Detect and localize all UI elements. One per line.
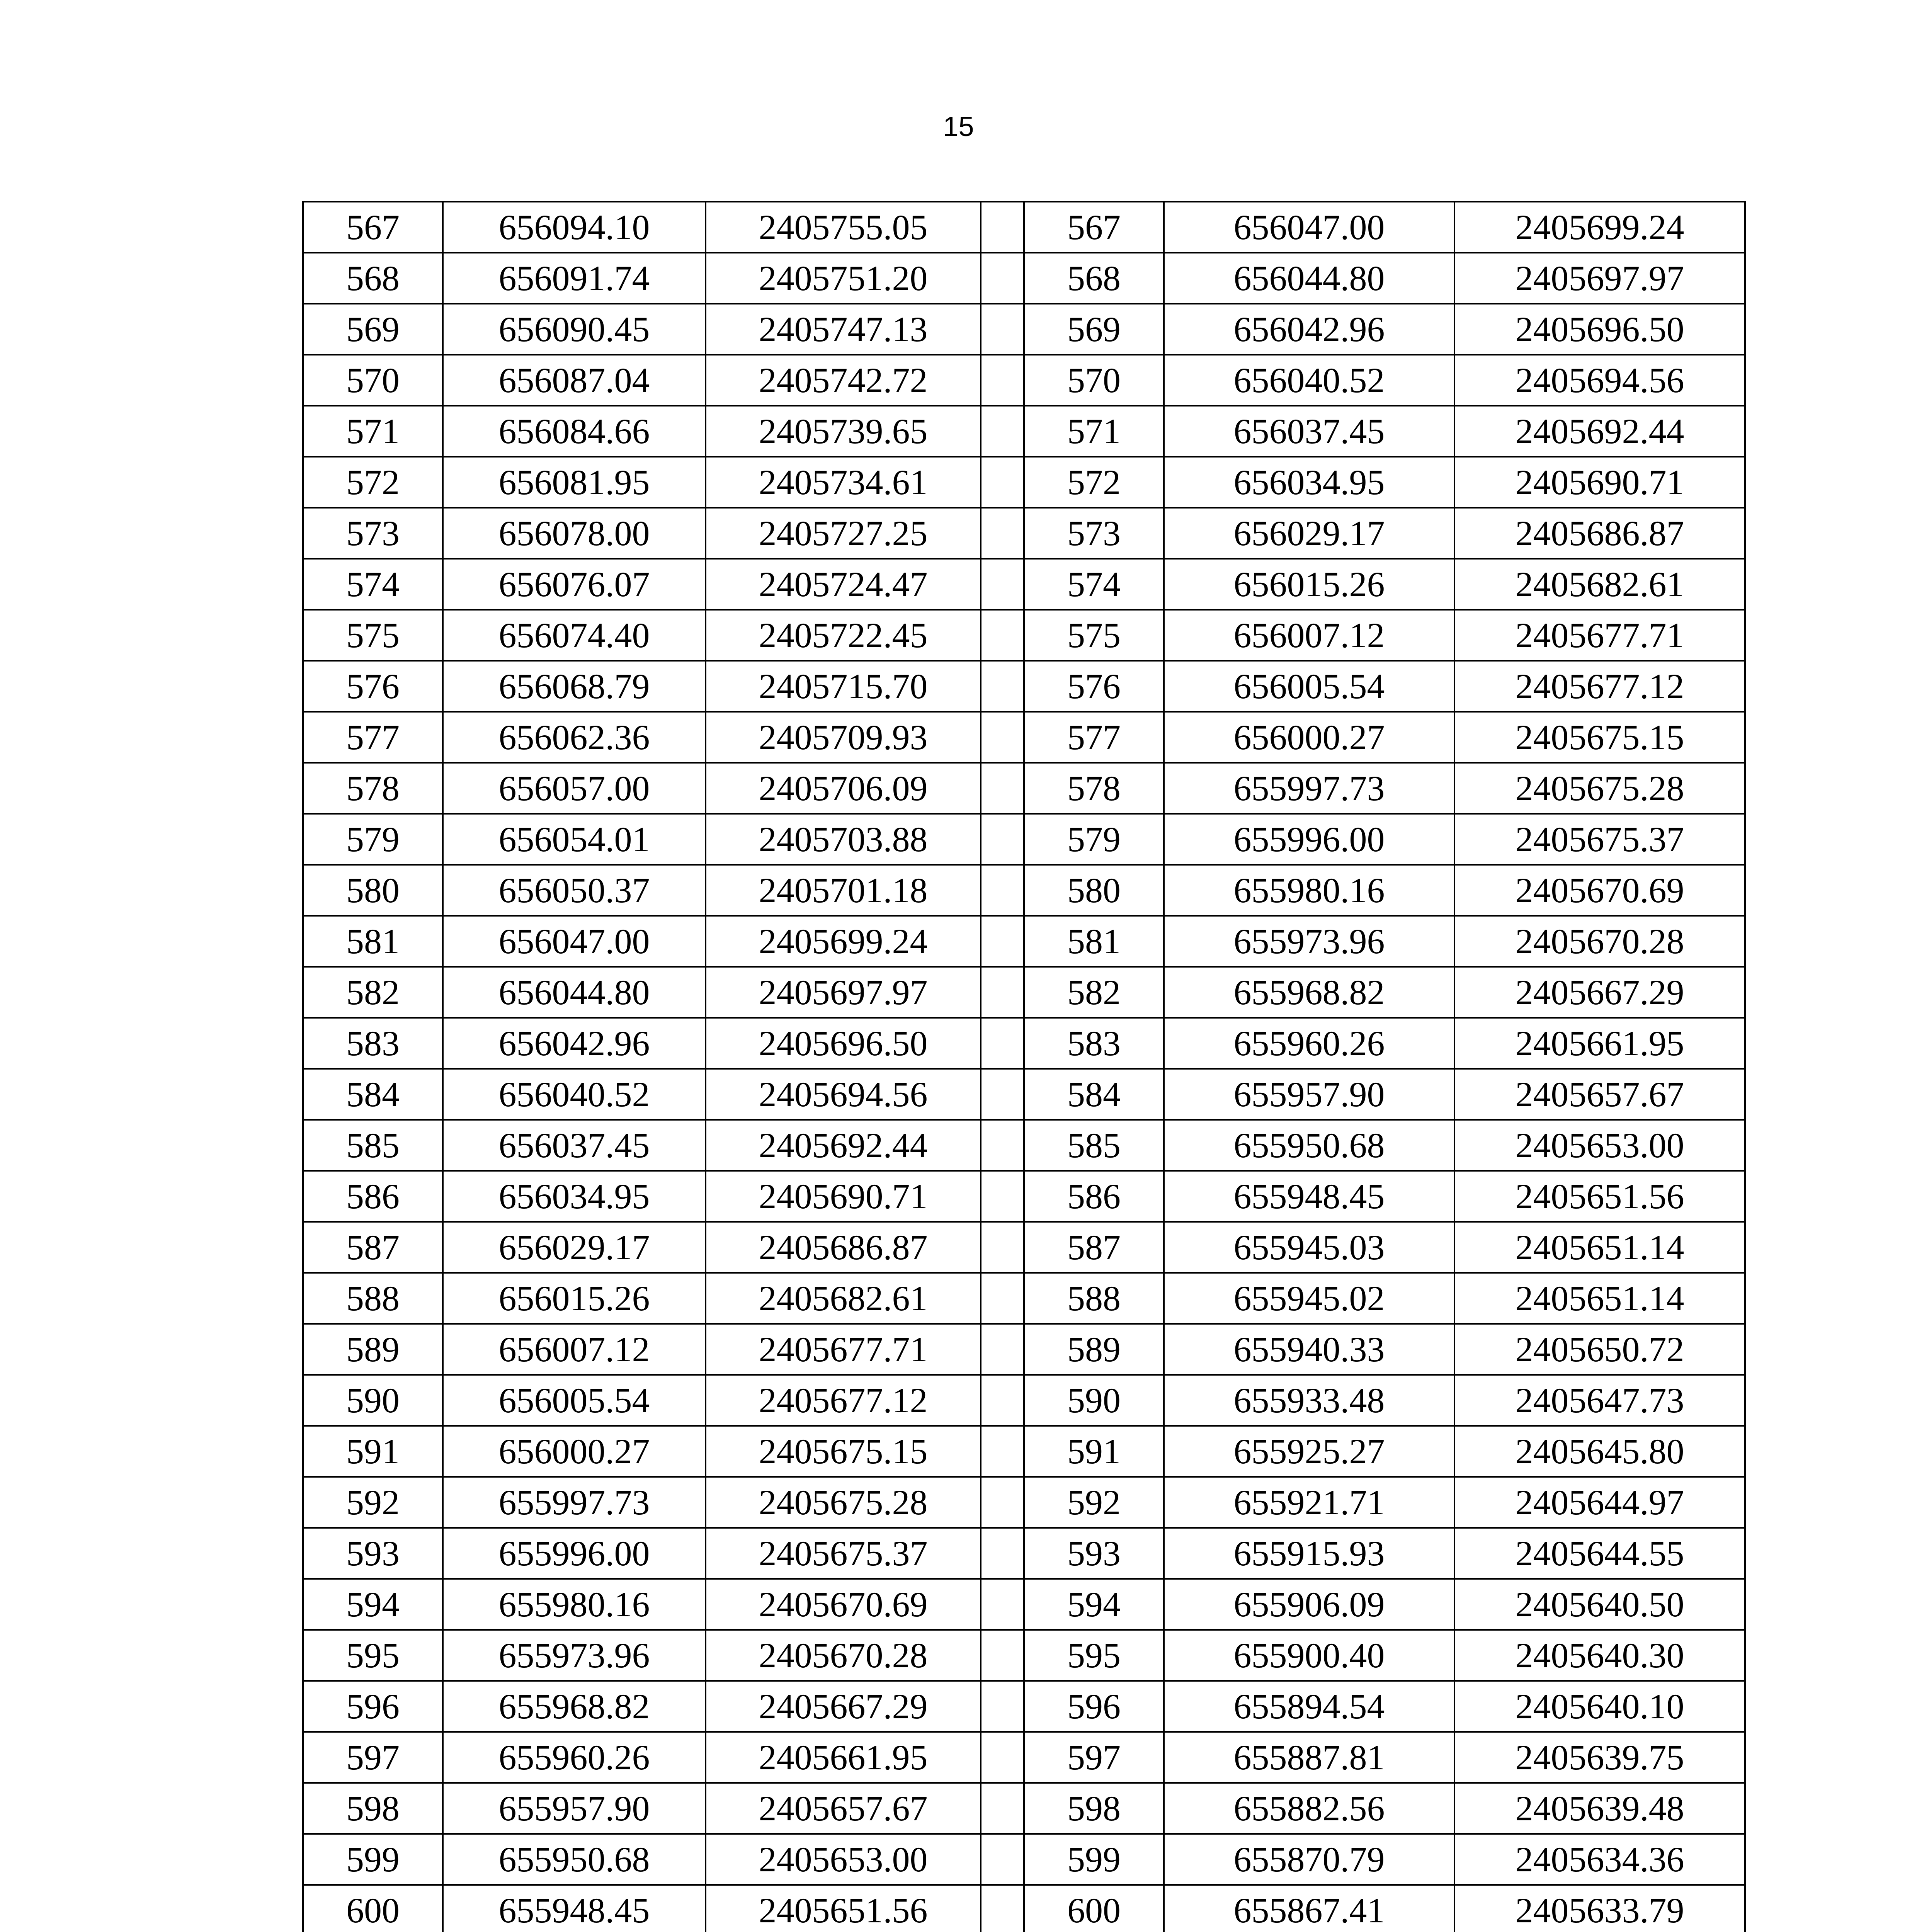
spacer-cell	[981, 406, 1024, 457]
page-number: 15	[943, 111, 974, 142]
right-point-id-cell: 579	[1024, 814, 1164, 865]
left-point-id-cell: 567	[303, 202, 443, 253]
spacer-cell	[981, 355, 1024, 406]
spacer-cell	[981, 1834, 1024, 1885]
right-x-cell: 656034.95	[1164, 457, 1454, 508]
spacer-cell	[981, 1273, 1024, 1324]
left-x-cell: 655997.73	[443, 1477, 706, 1528]
table-row	[303, 457, 1745, 508]
right-point-id-cell: 599	[1024, 1834, 1164, 1885]
spacer-cell	[981, 1171, 1024, 1222]
spacer-cell	[981, 1783, 1024, 1834]
right-y-cell: 2405686.87	[1454, 508, 1745, 559]
right-y-cell: 2405677.71	[1454, 610, 1745, 661]
left-x-cell: 656090.45	[443, 304, 706, 355]
spacer-cell	[981, 763, 1024, 814]
right-y-cell: 2405692.44	[1454, 406, 1745, 457]
left-y-cell: 2405677.71	[706, 1324, 981, 1375]
right-y-cell: 2405639.48	[1454, 1783, 1745, 1834]
table-row	[303, 814, 1745, 865]
spacer-cell	[981, 457, 1024, 508]
left-point-id-cell: 579	[303, 814, 443, 865]
right-point-id-cell: 583	[1024, 1018, 1164, 1069]
right-x-cell: 655887.81	[1164, 1732, 1454, 1783]
left-y-cell: 2405739.65	[706, 406, 981, 457]
table-row	[303, 1273, 1745, 1324]
right-x-cell: 656005.54	[1164, 661, 1454, 712]
right-point-id-cell: 591	[1024, 1426, 1164, 1477]
left-y-cell: 2405657.67	[706, 1783, 981, 1834]
left-x-cell: 656084.66	[443, 406, 706, 457]
spacer-cell	[981, 1069, 1024, 1120]
spacer-cell	[981, 916, 1024, 967]
left-x-cell: 656047.00	[443, 916, 706, 967]
left-x-cell: 656029.17	[443, 1222, 706, 1273]
right-point-id-cell: 572	[1024, 457, 1164, 508]
spacer-cell	[981, 1324, 1024, 1375]
right-y-cell: 2405682.61	[1454, 559, 1745, 610]
right-y-cell: 2405633.79	[1454, 1885, 1745, 1932]
table-row	[303, 1222, 1745, 1273]
table-row	[303, 712, 1745, 763]
left-x-cell: 656007.12	[443, 1324, 706, 1375]
left-x-cell: 656081.95	[443, 457, 706, 508]
right-y-cell: 2405670.28	[1454, 916, 1745, 967]
table-row	[303, 1528, 1745, 1579]
left-x-cell: 656094.10	[443, 202, 706, 253]
table-row	[303, 1426, 1745, 1477]
left-x-cell: 656050.37	[443, 865, 706, 916]
right-x-cell: 655973.96	[1164, 916, 1454, 967]
left-point-id-cell: 587	[303, 1222, 443, 1273]
left-y-cell: 2405667.29	[706, 1681, 981, 1732]
left-y-cell: 2405696.50	[706, 1018, 981, 1069]
right-y-cell: 2405645.80	[1454, 1426, 1745, 1477]
left-point-id-cell: 588	[303, 1273, 443, 1324]
spacer-cell	[981, 1630, 1024, 1681]
left-x-cell: 656074.40	[443, 610, 706, 661]
left-x-cell: 655980.16	[443, 1579, 706, 1630]
table-row	[303, 1732, 1745, 1783]
right-x-cell: 655915.93	[1164, 1528, 1454, 1579]
right-x-cell: 655960.26	[1164, 1018, 1454, 1069]
table-row	[303, 916, 1745, 967]
left-point-id-cell: 580	[303, 865, 443, 916]
left-y-cell: 2405653.00	[706, 1834, 981, 1885]
table-row	[303, 610, 1745, 661]
right-x-cell: 656029.17	[1164, 508, 1454, 559]
right-y-cell: 2405675.37	[1454, 814, 1745, 865]
left-y-cell: 2405682.61	[706, 1273, 981, 1324]
right-y-cell: 2405651.14	[1454, 1273, 1745, 1324]
left-x-cell: 656037.45	[443, 1120, 706, 1171]
left-y-cell: 2405675.28	[706, 1477, 981, 1528]
left-x-cell: 655968.82	[443, 1681, 706, 1732]
right-x-cell: 655870.79	[1164, 1834, 1454, 1885]
left-x-cell: 656034.95	[443, 1171, 706, 1222]
right-point-id-cell: 574	[1024, 559, 1164, 610]
left-x-cell: 656057.00	[443, 763, 706, 814]
spacer-cell	[981, 202, 1024, 253]
right-x-cell: 655921.71	[1164, 1477, 1454, 1528]
left-x-cell: 655996.00	[443, 1528, 706, 1579]
left-x-cell: 656091.74	[443, 253, 706, 304]
right-point-id-cell: 594	[1024, 1579, 1164, 1630]
right-x-cell: 656037.45	[1164, 406, 1454, 457]
table-row	[303, 304, 1745, 355]
spacer-cell	[981, 1018, 1024, 1069]
right-y-cell: 2405675.15	[1454, 712, 1745, 763]
left-point-id-cell: 578	[303, 763, 443, 814]
left-y-cell: 2405686.87	[706, 1222, 981, 1273]
right-x-cell: 656044.80	[1164, 253, 1454, 304]
right-x-cell: 655867.41	[1164, 1885, 1454, 1932]
right-x-cell: 655997.73	[1164, 763, 1454, 814]
right-x-cell: 655996.00	[1164, 814, 1454, 865]
left-y-cell: 2405703.88	[706, 814, 981, 865]
left-x-cell: 655948.45	[443, 1885, 706, 1932]
right-x-cell: 656040.52	[1164, 355, 1454, 406]
left-point-id-cell: 592	[303, 1477, 443, 1528]
right-point-id-cell: 596	[1024, 1681, 1164, 1732]
table-row	[303, 865, 1745, 916]
right-x-cell: 655980.16	[1164, 865, 1454, 916]
left-point-id-cell: 568	[303, 253, 443, 304]
right-x-cell: 655900.40	[1164, 1630, 1454, 1681]
right-x-cell: 656007.12	[1164, 610, 1454, 661]
right-point-id-cell: 600	[1024, 1885, 1164, 1932]
right-y-cell: 2405694.56	[1454, 355, 1745, 406]
right-x-cell: 655882.56	[1164, 1783, 1454, 1834]
right-x-cell: 655968.82	[1164, 967, 1454, 1018]
spacer-cell	[981, 304, 1024, 355]
spacer-cell	[981, 253, 1024, 304]
left-x-cell: 656062.36	[443, 712, 706, 763]
right-point-id-cell: 589	[1024, 1324, 1164, 1375]
left-point-id-cell: 586	[303, 1171, 443, 1222]
left-x-cell: 656005.54	[443, 1375, 706, 1426]
right-point-id-cell: 573	[1024, 508, 1164, 559]
table-row	[303, 763, 1745, 814]
left-point-id-cell: 584	[303, 1069, 443, 1120]
spacer-cell	[981, 1885, 1024, 1932]
left-x-cell: 655950.68	[443, 1834, 706, 1885]
left-x-cell: 656087.04	[443, 355, 706, 406]
left-y-cell: 2405715.70	[706, 661, 981, 712]
right-y-cell: 2405644.55	[1454, 1528, 1745, 1579]
right-y-cell: 2405640.30	[1454, 1630, 1745, 1681]
left-point-id-cell: 576	[303, 661, 443, 712]
table-row	[303, 355, 1745, 406]
table-row	[303, 1783, 1745, 1834]
left-point-id-cell: 585	[303, 1120, 443, 1171]
table-row	[303, 508, 1745, 559]
right-point-id-cell: 577	[1024, 712, 1164, 763]
left-point-id-cell: 597	[303, 1732, 443, 1783]
left-point-id-cell: 572	[303, 457, 443, 508]
right-point-id-cell: 593	[1024, 1528, 1164, 1579]
left-x-cell: 656078.00	[443, 508, 706, 559]
right-x-cell: 655894.54	[1164, 1681, 1454, 1732]
table-row	[303, 1171, 1745, 1222]
left-point-id-cell: 570	[303, 355, 443, 406]
right-x-cell: 656015.26	[1164, 559, 1454, 610]
spacer-cell	[981, 1579, 1024, 1630]
left-y-cell: 2405701.18	[706, 865, 981, 916]
spacer-cell	[981, 967, 1024, 1018]
table-row	[303, 253, 1745, 304]
right-point-id-cell: 588	[1024, 1273, 1164, 1324]
right-point-id-cell: 581	[1024, 916, 1164, 967]
right-x-cell: 656047.00	[1164, 202, 1454, 253]
left-y-cell: 2405747.13	[706, 304, 981, 355]
left-point-id-cell: 589	[303, 1324, 443, 1375]
left-x-cell: 656015.26	[443, 1273, 706, 1324]
left-y-cell: 2405690.71	[706, 1171, 981, 1222]
table-row	[303, 1120, 1745, 1171]
table-row	[303, 1681, 1745, 1732]
right-y-cell: 2405644.97	[1454, 1477, 1745, 1528]
left-point-id-cell: 596	[303, 1681, 443, 1732]
spacer-cell	[981, 712, 1024, 763]
left-point-id-cell: 569	[303, 304, 443, 355]
spacer-cell	[981, 1732, 1024, 1783]
spacer-cell	[981, 1477, 1024, 1528]
right-point-id-cell: 569	[1024, 304, 1164, 355]
left-point-id-cell: 573	[303, 508, 443, 559]
table-row	[303, 1477, 1745, 1528]
right-y-cell: 2405670.69	[1454, 865, 1745, 916]
left-x-cell: 655960.26	[443, 1732, 706, 1783]
left-y-cell: 2405661.95	[706, 1732, 981, 1783]
spacer-cell	[981, 1222, 1024, 1273]
left-point-id-cell: 599	[303, 1834, 443, 1885]
right-x-cell: 655940.33	[1164, 1324, 1454, 1375]
table-row	[303, 202, 1745, 253]
right-y-cell: 2405677.12	[1454, 661, 1745, 712]
left-point-id-cell: 598	[303, 1783, 443, 1834]
table-row	[303, 967, 1745, 1018]
right-x-cell: 656000.27	[1164, 712, 1454, 763]
right-y-cell: 2405699.24	[1454, 202, 1745, 253]
right-point-id-cell: 571	[1024, 406, 1164, 457]
right-point-id-cell: 576	[1024, 661, 1164, 712]
left-y-cell: 2405692.44	[706, 1120, 981, 1171]
right-point-id-cell: 597	[1024, 1732, 1164, 1783]
right-y-cell: 2405657.67	[1454, 1069, 1745, 1120]
right-y-cell: 2405696.50	[1454, 304, 1745, 355]
left-point-id-cell: 574	[303, 559, 443, 610]
right-point-id-cell: 582	[1024, 967, 1164, 1018]
right-point-id-cell: 598	[1024, 1783, 1164, 1834]
right-point-id-cell: 570	[1024, 355, 1164, 406]
spacer-cell	[981, 508, 1024, 559]
right-x-cell: 655948.45	[1164, 1171, 1454, 1222]
left-x-cell: 656000.27	[443, 1426, 706, 1477]
right-point-id-cell: 595	[1024, 1630, 1164, 1681]
left-y-cell: 2405742.72	[706, 355, 981, 406]
left-x-cell: 655957.90	[443, 1783, 706, 1834]
table-row	[303, 559, 1745, 610]
coordinates-table-body	[303, 202, 1745, 1932]
table-row	[303, 1375, 1745, 1426]
table-row	[303, 1834, 1745, 1885]
right-y-cell: 2405640.50	[1454, 1579, 1745, 1630]
right-y-cell: 2405639.75	[1454, 1732, 1745, 1783]
right-y-cell: 2405667.29	[1454, 967, 1745, 1018]
left-point-id-cell: 593	[303, 1528, 443, 1579]
right-x-cell: 655945.02	[1164, 1273, 1454, 1324]
right-x-cell: 655950.68	[1164, 1120, 1454, 1171]
table-row	[303, 661, 1745, 712]
right-point-id-cell: 586	[1024, 1171, 1164, 1222]
spacer-cell	[981, 559, 1024, 610]
spacer-cell	[981, 610, 1024, 661]
right-point-id-cell: 575	[1024, 610, 1164, 661]
right-x-cell: 656042.96	[1164, 304, 1454, 355]
right-y-cell: 2405647.73	[1454, 1375, 1745, 1426]
left-y-cell: 2405709.93	[706, 712, 981, 763]
spacer-cell	[981, 1528, 1024, 1579]
spacer-cell	[981, 865, 1024, 916]
right-point-id-cell: 580	[1024, 865, 1164, 916]
right-x-cell: 655957.90	[1164, 1069, 1454, 1120]
right-y-cell: 2405690.71	[1454, 457, 1745, 508]
left-point-id-cell: 577	[303, 712, 443, 763]
left-y-cell: 2405706.09	[706, 763, 981, 814]
right-x-cell: 655933.48	[1164, 1375, 1454, 1426]
left-y-cell: 2405675.37	[706, 1528, 981, 1579]
right-point-id-cell: 590	[1024, 1375, 1164, 1426]
left-y-cell: 2405727.25	[706, 508, 981, 559]
left-y-cell: 2405694.56	[706, 1069, 981, 1120]
left-y-cell: 2405699.24	[706, 916, 981, 967]
left-x-cell: 656054.01	[443, 814, 706, 865]
right-point-id-cell: 592	[1024, 1477, 1164, 1528]
right-point-id-cell: 585	[1024, 1120, 1164, 1171]
left-y-cell: 2405755.05	[706, 202, 981, 253]
spacer-cell	[981, 1681, 1024, 1732]
left-y-cell: 2405734.61	[706, 457, 981, 508]
right-y-cell: 2405634.36	[1454, 1834, 1745, 1885]
table-row	[303, 1018, 1745, 1069]
left-x-cell: 656076.07	[443, 559, 706, 610]
spacer-cell	[981, 661, 1024, 712]
right-y-cell: 2405661.95	[1454, 1018, 1745, 1069]
left-point-id-cell: 581	[303, 916, 443, 967]
table-row	[303, 1069, 1745, 1120]
left-y-cell: 2405722.45	[706, 610, 981, 661]
left-x-cell: 655973.96	[443, 1630, 706, 1681]
left-x-cell: 656068.79	[443, 661, 706, 712]
right-x-cell: 655925.27	[1164, 1426, 1454, 1477]
left-y-cell: 2405697.97	[706, 967, 981, 1018]
coordinates-table	[302, 201, 1746, 1932]
left-point-id-cell: 600	[303, 1885, 443, 1932]
left-y-cell: 2405675.15	[706, 1426, 981, 1477]
spacer-cell	[981, 1426, 1024, 1477]
right-y-cell: 2405697.97	[1454, 253, 1745, 304]
spacer-cell	[981, 814, 1024, 865]
left-y-cell: 2405651.56	[706, 1885, 981, 1932]
right-y-cell: 2405640.10	[1454, 1681, 1745, 1732]
left-point-id-cell: 590	[303, 1375, 443, 1426]
table-row	[303, 1630, 1745, 1681]
right-point-id-cell: 567	[1024, 202, 1164, 253]
right-x-cell: 655906.09	[1164, 1579, 1454, 1630]
right-y-cell: 2405675.28	[1454, 763, 1745, 814]
left-x-cell: 656044.80	[443, 967, 706, 1018]
right-point-id-cell: 587	[1024, 1222, 1164, 1273]
left-y-cell: 2405670.28	[706, 1630, 981, 1681]
right-y-cell: 2405653.00	[1454, 1120, 1745, 1171]
left-point-id-cell: 575	[303, 610, 443, 661]
table-row	[303, 1324, 1745, 1375]
right-point-id-cell: 578	[1024, 763, 1164, 814]
right-x-cell: 655945.03	[1164, 1222, 1454, 1273]
table-row	[303, 1579, 1745, 1630]
right-y-cell: 2405651.56	[1454, 1171, 1745, 1222]
left-point-id-cell: 582	[303, 967, 443, 1018]
left-y-cell: 2405670.69	[706, 1579, 981, 1630]
left-point-id-cell: 591	[303, 1426, 443, 1477]
left-y-cell: 2405724.47	[706, 559, 981, 610]
right-y-cell: 2405650.72	[1454, 1324, 1745, 1375]
left-point-id-cell: 594	[303, 1579, 443, 1630]
right-y-cell: 2405651.14	[1454, 1222, 1745, 1273]
right-point-id-cell: 584	[1024, 1069, 1164, 1120]
spacer-cell	[981, 1120, 1024, 1171]
table-row	[303, 1885, 1745, 1932]
left-x-cell: 656042.96	[443, 1018, 706, 1069]
left-point-id-cell: 583	[303, 1018, 443, 1069]
left-x-cell: 656040.52	[443, 1069, 706, 1120]
right-point-id-cell: 568	[1024, 253, 1164, 304]
left-point-id-cell: 595	[303, 1630, 443, 1681]
left-point-id-cell: 571	[303, 406, 443, 457]
table-row	[303, 406, 1745, 457]
left-y-cell: 2405751.20	[706, 253, 981, 304]
left-y-cell: 2405677.12	[706, 1375, 981, 1426]
spacer-cell	[981, 1375, 1024, 1426]
